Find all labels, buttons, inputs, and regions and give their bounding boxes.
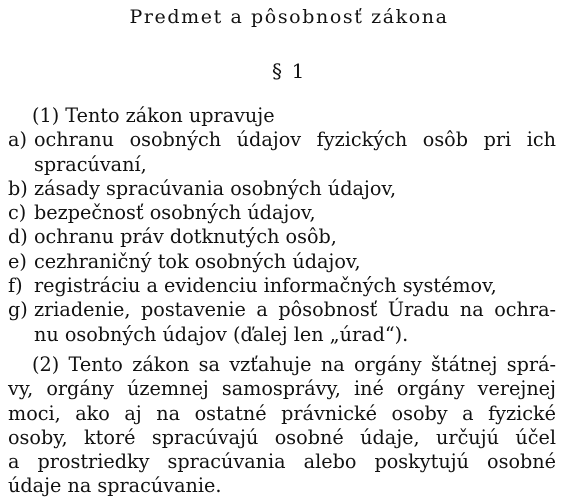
paragraph-2-line: moci, ako aj na ostatné právnické osoby a fyzické bbox=[8, 401, 556, 425]
list-item-line: ochranu práv dotknutých osôb, bbox=[34, 225, 337, 249]
paragraph-2 bbox=[8, 353, 556, 499]
list-marker: d) bbox=[8, 225, 28, 249]
list-item-text bbox=[34, 274, 556, 298]
list-marker: g) bbox=[8, 298, 28, 322]
list-item-line: zásady spracúvania osobných údajov, bbox=[34, 176, 397, 200]
list-item-text bbox=[34, 201, 556, 225]
list-item-a bbox=[8, 128, 556, 177]
list-item-text bbox=[34, 128, 556, 177]
list-item-line: zriadenie, postavenie a pôsobnosť Úradu na ochra- bbox=[34, 298, 556, 322]
list-marker: b) bbox=[8, 176, 28, 200]
paragraph-2-line: vy, orgány územnej samosprávy, iné orgány verejnej bbox=[8, 377, 556, 401]
list-item-text bbox=[34, 177, 556, 201]
list-item-line: spracúvaní, bbox=[34, 152, 147, 176]
list-item-d bbox=[8, 225, 556, 249]
list-marker: f) bbox=[8, 274, 23, 298]
list-item-text bbox=[34, 250, 556, 274]
paragraph-2-line: a prostriedky spracúvania alebo poskytujú osobné bbox=[8, 450, 556, 474]
list-item-line: bezpečnosť osobných údajov, bbox=[34, 201, 316, 225]
list-item-line: nu osobných údajov (ďalej len „úrad“). bbox=[34, 322, 409, 346]
section-number: § 1 bbox=[272, 59, 306, 83]
list-item-c bbox=[8, 201, 556, 225]
list-item-e bbox=[8, 250, 556, 274]
list-item-line: registráciu a evidenciu informačných systémov, bbox=[34, 274, 497, 298]
list-item-line: cezhraničný tok osobných údajov, bbox=[34, 249, 361, 273]
paragraph-2-line: (2) Tento zákon sa vzťahuje na orgány štátnej sprá- bbox=[32, 352, 556, 376]
document-body bbox=[8, 104, 556, 499]
list-marker: a) bbox=[8, 128, 27, 152]
list-item-b bbox=[8, 177, 556, 201]
list-item-text bbox=[34, 225, 556, 249]
list-item-f bbox=[8, 274, 556, 298]
list-marker: c) bbox=[8, 201, 27, 225]
list-marker: e) bbox=[8, 249, 27, 273]
list-item-g bbox=[8, 298, 556, 347]
document-title: Predmet a pôsobnosť zákona bbox=[129, 6, 449, 28]
list-item-line: ochranu osobných údajov fyzických osôb pri ich bbox=[34, 128, 556, 152]
list-item-text bbox=[34, 298, 556, 347]
paragraph-2-line: osoby, ktoré spracúvajú osobné údaje, určujú účel bbox=[8, 425, 556, 449]
paragraph-2-line: údaje na spracúvanie. bbox=[8, 474, 222, 498]
paragraph-1-intro: (1) Tento zákon upravuje bbox=[32, 104, 275, 127]
